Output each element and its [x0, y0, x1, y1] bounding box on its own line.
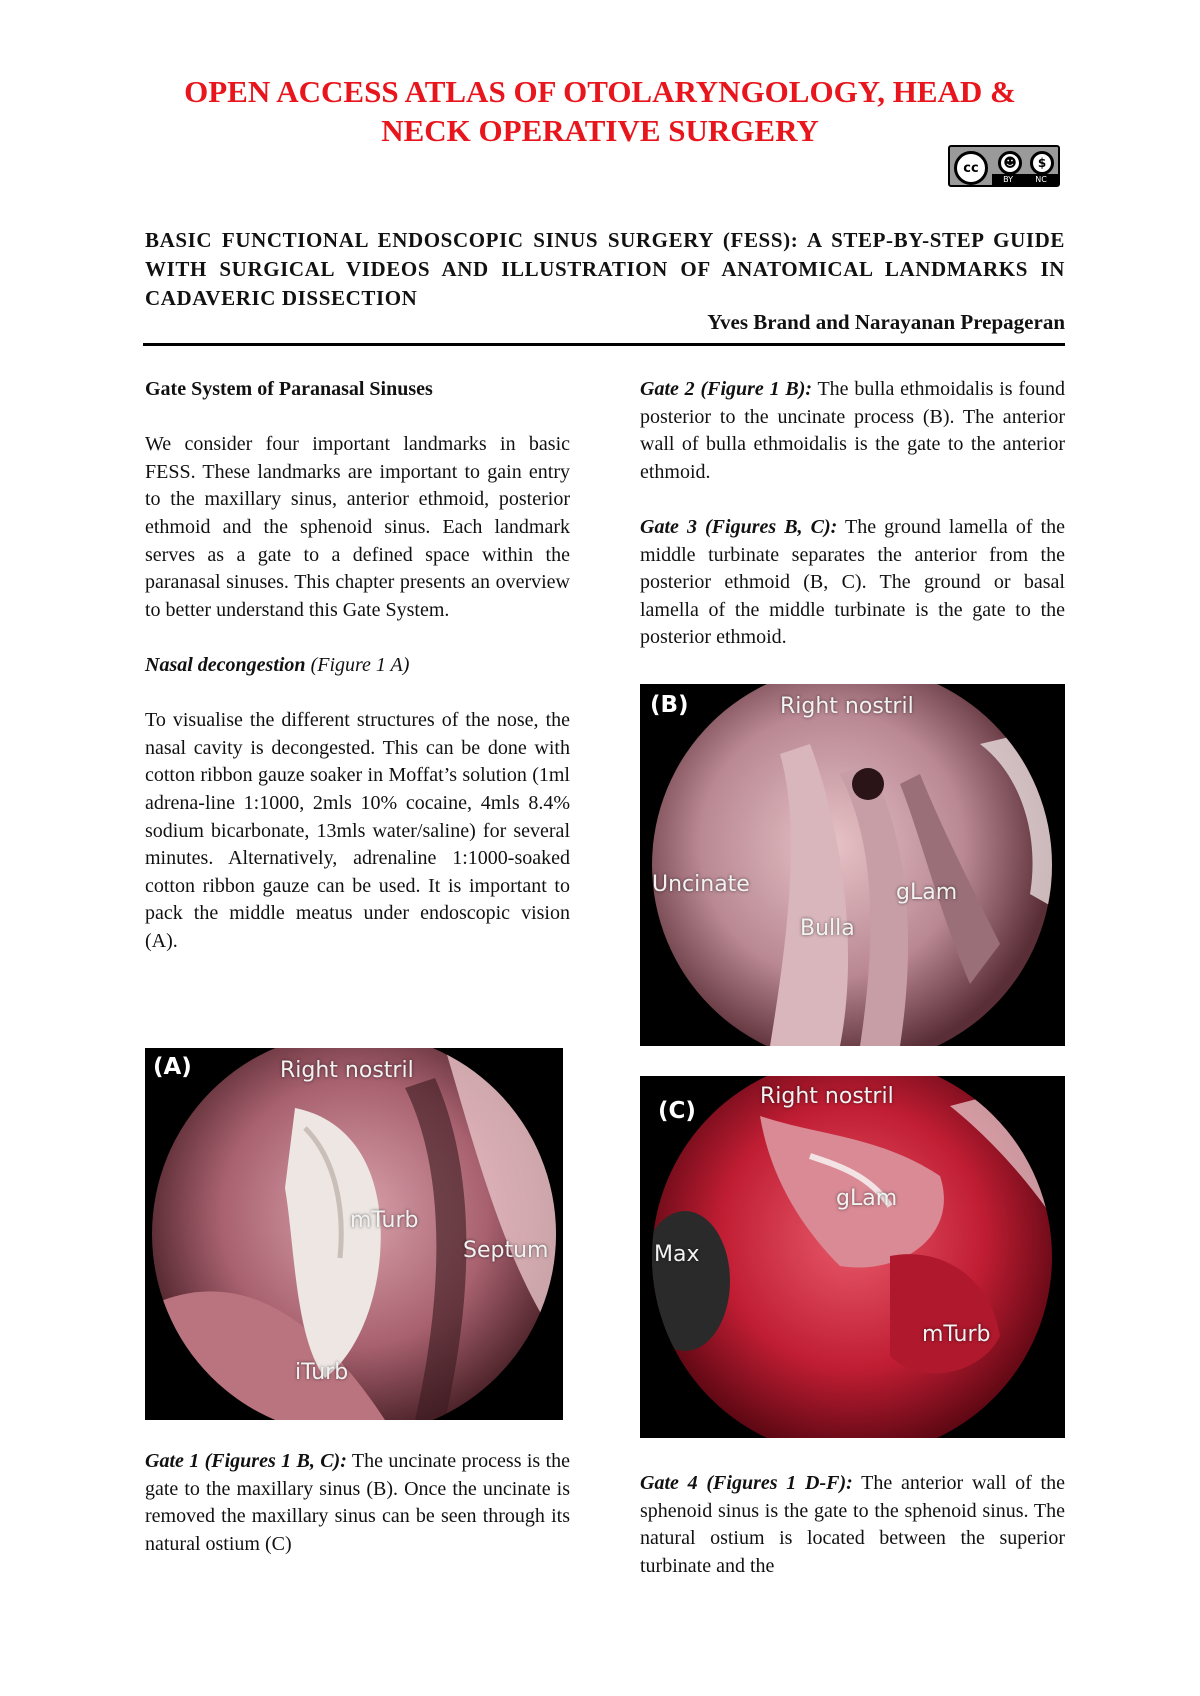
figure-1a-label-right-nostril: Right nostril [280, 1058, 414, 1083]
figure-1b-label-glam: gLam [896, 880, 958, 905]
license-nc-text: NC [1035, 175, 1047, 184]
gate4-text: The anterior wall of the sphenoid sinus is the gate to the sphenoid sinus. The natural ostium is located between the superior turbinate and the [640, 1472, 1065, 1577]
title-divider [143, 343, 1065, 346]
authors: Yves Brand and Narayanan Prepageran [707, 310, 1065, 334]
gate2-label: Gate 2 (Figure 1 B): [640, 378, 813, 400]
gate4-label: Gate 4 (Figures 1 D-F): [640, 1472, 853, 1494]
section-heading: Gate System of Paranasal Sinuses [145, 378, 433, 400]
left-column-lower [145, 1448, 570, 1558]
left-column [145, 376, 570, 955]
figure-1c-panel-label: (C) [658, 1098, 696, 1124]
figure-1a-label-iturb: iTurb [295, 1360, 349, 1385]
figure-1a-label-septum: Septum [463, 1238, 549, 1263]
nc-icon: $ [1030, 151, 1054, 175]
chapter-title: BASIC FUNCTIONAL ENDOSCOPIC SINUS SURGERY (FESS): A STEP-BY-STEP GUIDE WITH SURGICAL VIDEOS AND ILLUSTRATION OF ANATOMICAL LANDMARKS IN CADAVERIC DISSECTION [145, 228, 1065, 310]
gate4-paragraph [640, 1470, 1065, 1580]
figure-1a-label-mturb: mTurb [350, 1208, 419, 1233]
figure-1a-illustration [145, 1048, 563, 1420]
gate2-paragraph [640, 376, 1065, 486]
figure-1b-panel-label: (B) [650, 692, 689, 718]
figure-1b-label-uncinate: Uncinate [652, 872, 750, 897]
gate1-text: The uncinate process is the gate to the maxillary sinus (B). Once the uncinate is removed the maxillary sinus can be seen through its natural ostium (C) [145, 1450, 571, 1555]
atlas-title-line1: OPEN ACCESS ATLAS OF OTOLARYNGOLOGY, HEAD & [184, 74, 1016, 109]
figure-1c-label-max: Max [654, 1242, 700, 1267]
license-by-text: BY [1003, 175, 1014, 184]
figure-1c-label-right-nostril: Right nostril [760, 1084, 894, 1109]
figure-1c-label-glam: gLam [836, 1186, 898, 1211]
figure-1b-label-right-nostril: Right nostril [780, 694, 914, 719]
gate3-text: The ground lamella of the middle turbinate separates the anterior from the posterior ethmoid (B, C). The ground or basal lamella of the middle turbinate is the gate to the posterior ethmoid. [640, 515, 1066, 649]
intro-paragraph: We consider four important landmarks in basic FESS. These landmarks are important to gain entry to the maxillary sinus, anterior ethmoid, posterior ethmoid and the sphenoid sinus. Each landmark serves as a gate to a defined space within the paranasal sinuses. This chapter presents an overview to better understand this Gate System. [145, 433, 570, 621]
figure-1b-illustration [640, 684, 1065, 1046]
atlas-title [120, 72, 1080, 150]
license-strip [992, 174, 1058, 185]
gate1-label: Gate 1 (Figures 1 B, C): [145, 1450, 347, 1472]
figure-1c-illustration [640, 1076, 1065, 1438]
figure-1b-endoscopic-image [640, 684, 1065, 1046]
right-column [640, 376, 1065, 652]
cc-by-nc-license-badge [948, 145, 1060, 187]
gate2-text: The bulla ethmoidalis is found posterior to the uncinate process (B). The anterior wall of bulla ethmoidalis is the gate to the anterior ethmoid. [640, 378, 1065, 483]
atlas-title-line2: NECK OPERATIVE SURGERY [381, 113, 819, 148]
decongestion-heading [145, 652, 570, 680]
gate3-paragraph [640, 514, 1065, 652]
decongestion-title: Nasal decongestion [145, 653, 306, 676]
figure-1a-endoscopic-image [145, 1048, 563, 1420]
figure-1c-endoscopic-image [640, 1076, 1065, 1438]
cc-icon: cc [954, 151, 988, 185]
decongestion-paragraph: To visualise the different structures of the nose, the nasal cavity is decongested. This can be done with cotton ribbon gauze soaker in Moffat’s solution (1ml adrena-line 1:1000, 2mls 10% cocaine, 4mls 8.4% sodium bicarbonate, 13mls water/saline) for several minutes. Alternatively, adrenaline 1:1000-soaked cotton ribbon gauze can be used. It is important to pack the middle meatus under endoscopic vision (A). [145, 709, 570, 952]
by-icon: ☻ [998, 151, 1022, 175]
gate3-label: Gate 3 (Figures B, C): [640, 515, 838, 538]
right-column-lower [640, 1470, 1065, 1580]
gate1-paragraph [145, 1448, 570, 1558]
figure-1c-label-mturb: mTurb [922, 1322, 991, 1347]
figure-1a-panel-label: (A) [153, 1054, 192, 1080]
decongestion-ref: (Figure 1 A) [310, 653, 410, 676]
figure-1b-label-bulla: Bulla [800, 916, 855, 941]
